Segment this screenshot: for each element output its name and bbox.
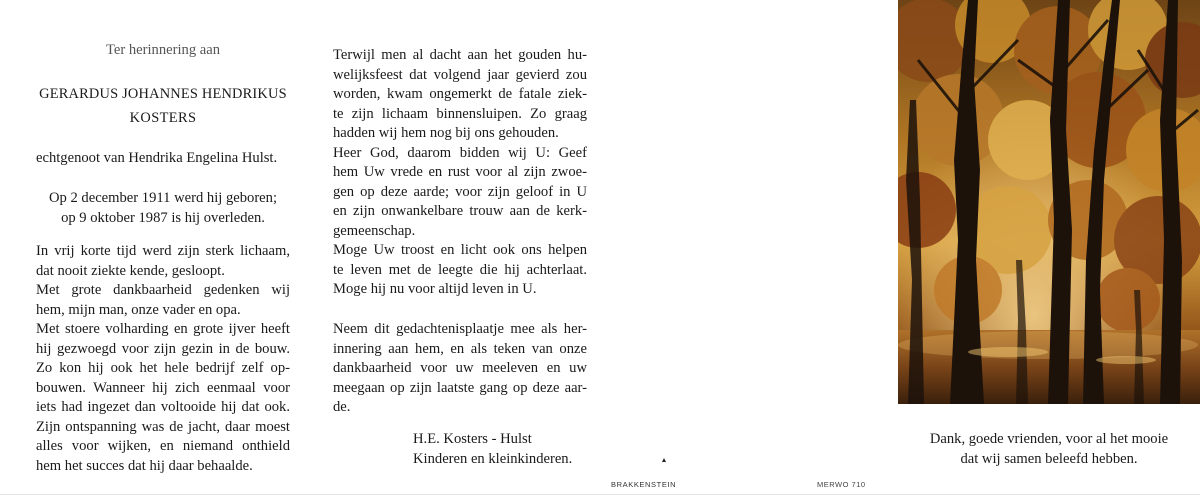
- signature-block: [413, 430, 613, 469]
- prayer-line: worden, kwam ongemerkt de fatale ziek-: [333, 86, 587, 102]
- deceased-name-line1: GERARDUS JOHANNES HENDRIKUS: [39, 86, 287, 102]
- prayer-line: te zijn lichaam binnensluipen. Zo graag: [333, 105, 587, 122]
- bio-line: hij gezwoegd voor zijn gezin in de bouw.: [36, 340, 290, 357]
- signature-line: H.E. Kosters - Hulst: [413, 431, 532, 447]
- prayer-line: hem Uw vrede en rust voor al zijn zwoe-: [333, 164, 587, 180]
- prayer-line: welijksfeest dat volgend jaar gevierd zou: [333, 66, 587, 83]
- intro-text: Ter herinnering aan: [105, 42, 221, 58]
- bio-line: hem het succes dat hij daar behaalde.: [36, 457, 253, 474]
- prayer-line: gen op deze aarde; voor zijn geloof in U: [333, 183, 587, 200]
- prayer-line: en zijn onwankelbare trouw aan de kerk-: [333, 203, 587, 219]
- bio-line: hem, mijn man, onze vader en opa.: [36, 301, 241, 318]
- thanks-text: [898, 430, 1200, 469]
- prayer-line: gemeenschap.: [333, 222, 416, 239]
- bottom-edge-line: [0, 494, 1200, 495]
- bio-line: iets had ingezet dan voltooide hij dat ook.: [36, 399, 290, 415]
- prayer-line: Terwijl men al dacht aan het gouden hu-: [333, 47, 587, 63]
- prayer-line: Moge Uw troost en licht ook ons helpen: [333, 242, 587, 258]
- print-code: MERWO 710: [817, 480, 866, 489]
- dates-block: [36, 189, 290, 228]
- forest-image: [898, 0, 1200, 404]
- prayer-line: te leven met de leegte die hij achterlaat.: [333, 261, 587, 278]
- memento-text: [333, 320, 587, 418]
- bio-line: dat nooit ziekte kende, gesloopt.: [36, 262, 225, 279]
- prayer-line: hadden wij hem nog bij ons gehouden.: [333, 125, 559, 141]
- autumn-forest-photo: [898, 0, 1200, 404]
- bio-line: Met grote dankbaarheid gedenken wij: [36, 282, 290, 298]
- bio-line: Zijn ontspanning was de jacht, daar moest: [36, 418, 290, 435]
- thanks-line: Dank, goede vrienden, voor al het mooie: [929, 431, 1169, 447]
- memento-line: innering aan hem, en als teken van onze: [333, 340, 587, 357]
- bio-line: In vrij korte tijd werd zijn sterk lichaam,: [36, 243, 290, 259]
- memento-line: meegaan op zijn laatste gang op deze aar-: [333, 379, 587, 396]
- bio-line: Zo kon hij ook het hele bedrijf zelf op-: [36, 360, 290, 376]
- spouse-text: echtgenoot van Hendrika Engelina Hulst.: [36, 150, 278, 166]
- bio-line: bouwen. Wanneer hij zich eenmaal voor: [36, 379, 290, 396]
- memento-line: dankbaarheid voor uw meeleven en uw: [333, 360, 587, 376]
- deceased-name-line2: KOSTERS: [129, 110, 197, 126]
- memento-line: de.: [333, 399, 351, 415]
- thanks-line: dat wij samen beleefd hebben.: [960, 450, 1138, 467]
- printer-name: BRAKKENSTEIN: [611, 480, 677, 489]
- bio-line: Met stoere volharding en grote ijver heeft: [36, 321, 290, 337]
- prayer-text: [333, 46, 587, 300]
- prayer-line: Moge hij nu voor altijd leven in U.: [333, 281, 537, 297]
- triangle-mark-icon: [662, 458, 666, 462]
- memento-line: Neem dit gedachtenisplaatje mee als her-: [333, 321, 587, 337]
- signature-line: Kinderen en kleinkinderen.: [413, 450, 573, 467]
- bio-line: alles voor wijken, en niemand onthield: [36, 438, 290, 454]
- birth-date-line: Op 2 december 1911 werd hij geboren;: [48, 190, 278, 206]
- death-date-line: op 9 oktober 1987 is hij overleden.: [61, 209, 265, 226]
- biography-text: [36, 242, 290, 476]
- prayer-line: Heer God, daarom bidden wij U: Geef: [333, 144, 587, 161]
